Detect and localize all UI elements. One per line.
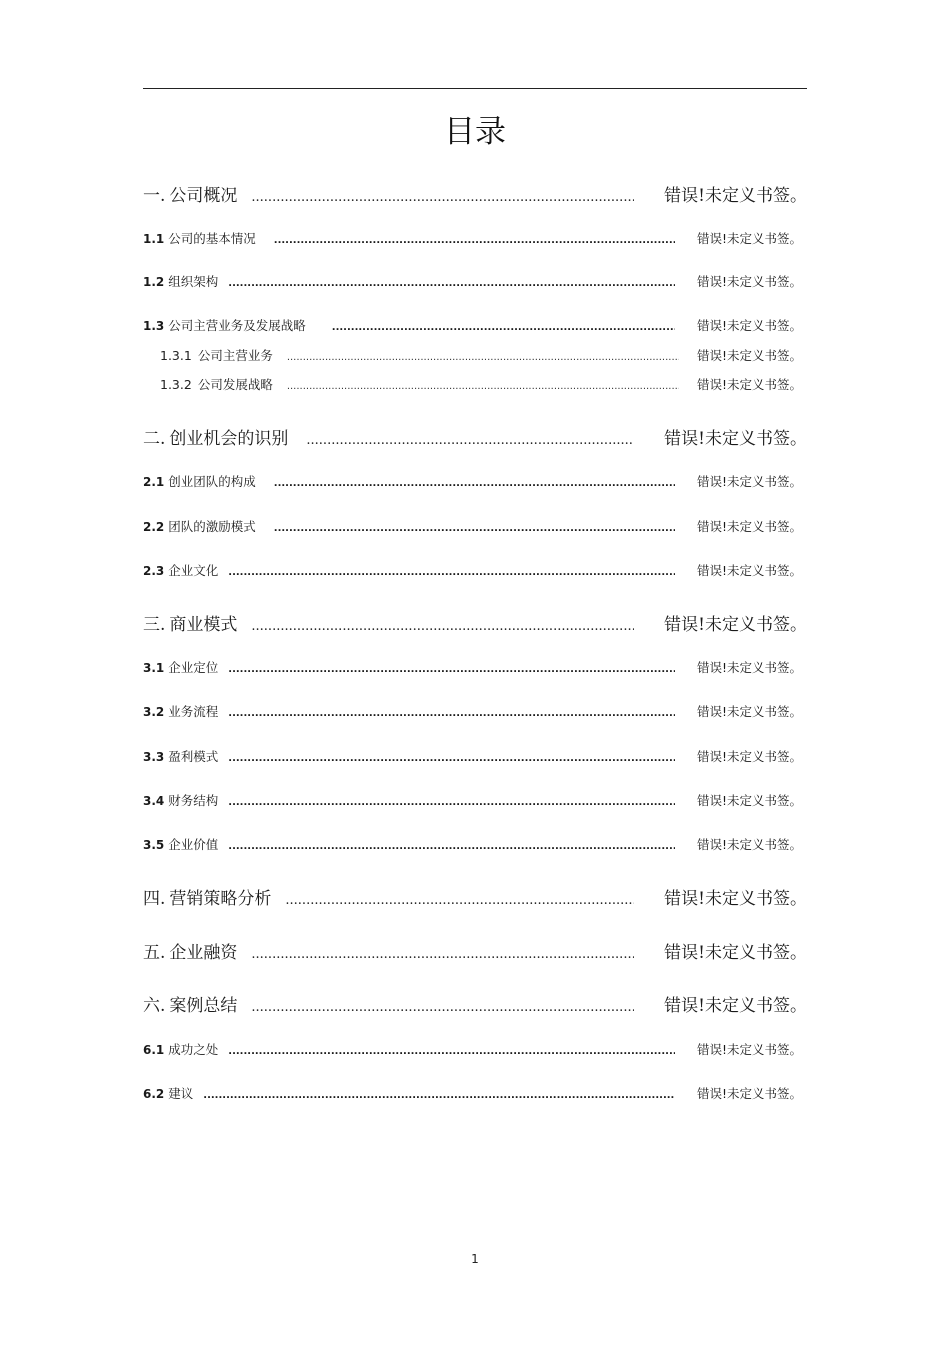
toc-entry-level2[interactable]	[143, 561, 807, 579]
toc-entry-number: 2.3	[143, 564, 165, 578]
toc-entry-text: 公司主营业务	[197, 348, 273, 363]
toc-entry-number: 2.2	[143, 520, 165, 534]
toc-entry-number: 二.	[143, 429, 166, 449]
toc-entry-number: 1.2	[143, 275, 165, 289]
toc-dot-leader	[228, 753, 675, 764]
toc-dot-leader	[228, 1046, 675, 1057]
toc-entry-text: 成功之处	[168, 1042, 219, 1057]
toc-entry-number: 1.3	[143, 319, 165, 333]
page-number: 1	[471, 1252, 479, 1266]
toc-dot-leader	[228, 841, 675, 852]
toc-entry-level2[interactable]	[143, 517, 807, 535]
toc-entry-text: 建议	[168, 1086, 194, 1101]
toc-entry-text: 创业机会的识别	[169, 429, 289, 449]
toc-entry-text: 商业模式	[169, 615, 238, 635]
toc-entry-page: 错误!未定义书签。	[696, 274, 802, 289]
toc-title: 目录	[444, 114, 506, 150]
toc-entry-level1[interactable]	[143, 884, 807, 908]
toc-entry-number: 1.3.1	[160, 348, 192, 363]
toc-entry-level2[interactable]	[143, 791, 807, 809]
toc-entry-number: 一.	[143, 186, 166, 206]
toc-entry-level2[interactable]	[143, 316, 807, 334]
toc-entry-level2[interactable]	[143, 229, 807, 247]
toc-entry-level2[interactable]	[143, 658, 807, 676]
toc-dot-leader	[287, 381, 679, 392]
toc-entry-page: 错误!未定义书签。	[696, 474, 802, 489]
toc-entry-number: 6.1	[143, 1043, 165, 1057]
toc-entry-text: 企业价值	[168, 837, 219, 852]
toc-dot-leader	[228, 797, 675, 808]
toc-dot-leader	[228, 664, 675, 675]
toc-dot-leader	[274, 235, 675, 246]
toc-entry-text: 财务结构	[168, 793, 219, 808]
toc-entry-page: 错误!未定义书签。	[664, 429, 807, 449]
toc-entry-page: 错误!未定义书签。	[696, 563, 802, 578]
toc-entry-text: 企业文化	[168, 563, 219, 578]
toc-entry-text: 组织架构	[168, 274, 219, 289]
toc-entry-level2[interactable]	[143, 835, 807, 853]
toc-dot-leader	[285, 893, 634, 908]
toc-entry-level1[interactable]	[143, 610, 807, 634]
toc-entry-number: 3.4	[143, 794, 165, 808]
toc-entry-number: 四.	[143, 889, 166, 909]
toc-dot-leader	[228, 278, 675, 289]
toc-entry-page: 错误!未定义书签。	[664, 889, 807, 909]
toc-dot-leader	[306, 433, 634, 448]
toc-entry-text: 案例总结	[169, 996, 238, 1016]
toc-entry-text: 公司主营业务及发展战略	[168, 318, 306, 333]
toc-entry-level1[interactable]	[143, 181, 807, 205]
toc-entry-level2[interactable]	[143, 702, 807, 720]
toc-entry-level1[interactable]	[143, 938, 807, 962]
toc-entry-level2[interactable]	[143, 747, 807, 765]
toc-entry-page: 错误!未定义书签。	[696, 793, 802, 808]
toc-entry-number: 3.1	[143, 661, 165, 675]
toc-entry-number: 3.3	[143, 750, 165, 764]
toc-dot-leader	[251, 190, 634, 205]
toc-entry-level3[interactable]	[160, 346, 807, 364]
toc-entry-number: 六.	[143, 996, 166, 1016]
toc-entry-number: 三.	[143, 615, 166, 635]
toc-dot-leader	[228, 567, 675, 578]
toc-entry-level2[interactable]	[143, 1040, 807, 1058]
toc-dot-leader	[251, 619, 634, 634]
toc-entry-page: 错误!未定义书签。	[696, 231, 802, 246]
toc-entry-text: 盈利模式	[168, 749, 219, 764]
toc-entry-page: 错误!未定义书签。	[664, 615, 807, 635]
toc-entry-text: 营销策略分析	[169, 889, 272, 909]
toc-entry-page: 错误!未定义书签。	[696, 519, 802, 534]
toc-dot-leader	[274, 523, 675, 534]
toc-entry-text: 公司的基本情况	[168, 231, 256, 246]
toc-dot-leader	[203, 1090, 675, 1101]
toc-dot-leader	[228, 708, 675, 719]
toc-entry-page: 错误!未定义书签。	[696, 749, 802, 764]
toc-entry-text: 公司发展战略	[197, 377, 273, 392]
toc-entry-number: 五.	[143, 943, 166, 963]
toc-entry-page: 错误!未定义书签。	[696, 348, 802, 363]
toc-entry-text: 企业融资	[169, 943, 238, 963]
toc-dot-leader	[274, 478, 675, 489]
toc-entry-page: 错误!未定义书签。	[696, 704, 802, 719]
toc-entry-level3[interactable]	[160, 375, 807, 393]
toc-entry-number: 3.2	[143, 705, 165, 719]
toc-entry-page: 错误!未定义书签。	[696, 837, 802, 852]
toc-dot-leader	[251, 947, 634, 962]
toc-entry-text: 公司概况	[169, 186, 238, 206]
toc-entry-number: 2.1	[143, 475, 165, 489]
toc-entry-number: 3.5	[143, 838, 165, 852]
toc-entry-level2[interactable]	[143, 272, 807, 290]
toc-entry-page: 错误!未定义书签。	[664, 186, 807, 206]
toc-entry-level1[interactable]	[143, 991, 807, 1015]
toc-entry-number: 1.3.2	[160, 377, 192, 392]
toc-dot-leader	[251, 1000, 634, 1015]
toc-entry-text: 业务流程	[168, 704, 219, 719]
toc-dot-leader	[287, 352, 679, 363]
toc-entry-level2[interactable]	[143, 1084, 807, 1102]
toc-entry-page: 错误!未定义书签。	[696, 318, 802, 333]
toc-entry-page: 错误!未定义书签。	[664, 996, 807, 1016]
toc-entry-page: 错误!未定义书签。	[696, 1086, 802, 1101]
toc-dot-leader	[332, 322, 675, 333]
toc-entry-number: 1.1	[143, 232, 165, 246]
toc-entry-text: 创业团队的构成	[168, 474, 256, 489]
toc-entry-number: 6.2	[143, 1087, 165, 1101]
toc-entry-page: 错误!未定义书签。	[696, 1042, 802, 1057]
toc-entry-text: 团队的激励模式	[168, 519, 256, 534]
toc-entry-text: 企业定位	[168, 660, 219, 675]
toc-entry-page: 错误!未定义书签。	[664, 943, 807, 963]
toc-entry-page: 错误!未定义书签。	[696, 660, 802, 675]
toc-entry-page: 错误!未定义书签。	[696, 377, 802, 392]
toc-entry-level1[interactable]	[143, 424, 807, 448]
toc-entry-level2[interactable]	[143, 472, 807, 490]
